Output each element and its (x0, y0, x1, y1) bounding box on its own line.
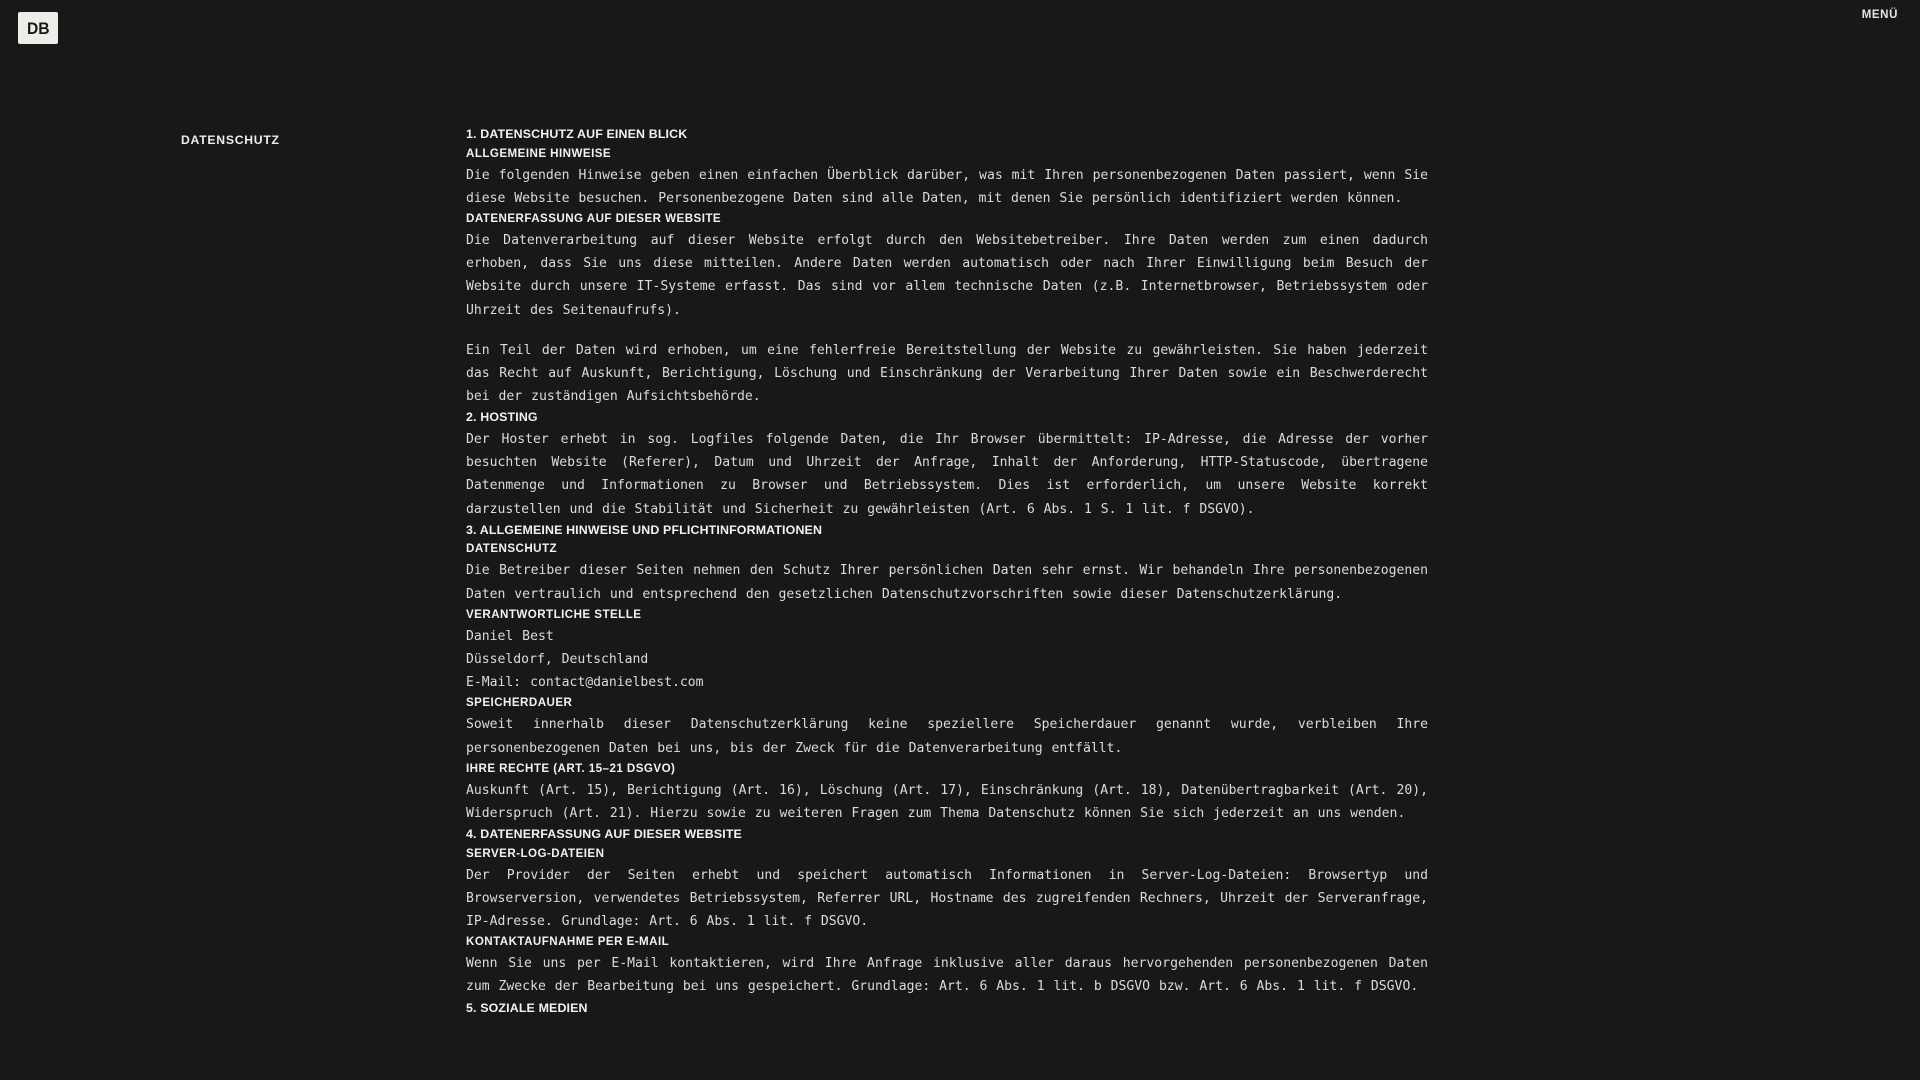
site-header (0, 0, 1920, 62)
menu-button[interactable]: MENÜ (1861, 9, 1898, 21)
policy-section (466, 521, 1428, 606)
policy-body (466, 125, 1428, 1018)
responsible-address: Düsseldorf, Deutschland (466, 651, 649, 667)
section-subheading: DATENSCHUTZ (466, 542, 558, 556)
policy-section (466, 933, 1428, 998)
section-heading: 2. HOSTING (466, 410, 538, 425)
section-subheading: KONTAKTAUFNAHME PER E-MAIL (466, 935, 670, 949)
policy-section (466, 760, 1428, 825)
responsible-email: E-Mail: contact@danielbest.com (466, 675, 704, 691)
section-paragraph: Die Betreiber dieser Seiten nehmen den Schutz Ihrer persönlichen Daten sehr ernst. Wir behandeln Ihre personenbezogenen Daten vertraulich und entsprechend den gesetzlichen Datenschutzvorschriften sowie dieser Datenschutzerklärung. (466, 563, 1428, 602)
section-heading: 3. ALLGEMEINE HINWEISE UND PFLICHTINFORMATIONEN (466, 522, 823, 537)
policy-section (466, 125, 1428, 210)
section-heading: 4. DATENERFASSUNG AUF DIESER WEBSITE (466, 827, 742, 842)
section-subheading: IHRE RECHTE (ART. 15–21 DSGVO) (466, 761, 676, 775)
section-paragraph: Wenn Sie uns per E-Mail kontaktieren, wird Ihre Anfrage inklusive aller daraus hervorgehenden personenbezogenen Daten zum Zwecke der Bearbeitung bei uns gespeichert. Grundlage: Art. 6 Abs. 1 lit. b DSGVO bzw. Art. 6 Abs. 1 lit. f DSGVO. (466, 956, 1428, 995)
policy-section (466, 210, 1428, 408)
policy-section (466, 999, 1428, 1018)
section-paragraph: Der Hoster erhebt in sog. Logfiles folgende Daten, die Ihr Browser übermittelt: IP-Adresse, die Adresse der vorher besuchten Website (Referer), Datum und Uhrzeit der Anfrage, Inhalt der Anforderung, HTTP-Statuscode, übertragene Datenmenge und Informationen zu Browser und Betriebssystem. Dies ist erforderlich, um unsere Website korrekt darzustellen und die Stabilität und Sicherheit zu gewährleisten (Art. 6 Abs. 1 S. 1 lit. f DSGVO). (466, 431, 1428, 517)
policy-section (466, 694, 1428, 759)
section-heading: 5. SOZIALE MEDIEN (466, 1000, 588, 1015)
section-subheading: VERANTWORTLICHE STELLE (466, 607, 642, 621)
section-subheading: SPEICHERDAUER (466, 696, 573, 710)
policy-section (466, 825, 1428, 933)
page-title: DATENSCHUTZ (181, 133, 280, 147)
policy-section (466, 408, 1428, 520)
section-paragraph: Die Datenverarbeitung auf dieser Website erfolgt durch den Websitebetreiber. Ihre Daten werden zum einen dadurch erhoben, dass Sie uns diese mitteilen. Andere Daten werden automatisch oder nach Ihrer Einwilligung beim Besuch der Website durch unsere IT-Systeme erfasst. Das sind vor allem technische Daten (z.B. Internetbrowser, Betriebssystem oder Uhrzeit des Seitenaufrufs). (466, 232, 1428, 318)
section-subheading: ALLGEMEINE HINWEISE (466, 146, 612, 160)
section-subheading: SERVER-LOG-DATEIEN (466, 846, 605, 860)
db-monogram-logo[interactable] (18, 12, 58, 44)
logo-text: DB (26, 18, 50, 38)
policy-section (466, 606, 1428, 695)
section-paragraph: Soweit innerhalb dieser Datenschutzerklärung keine speziellere Speicherdauer genannt wurde, verbleiben Ihre personenbezogenen Daten bei uns, bis der Zweck für die Datenverarbeitung entfällt. (466, 717, 1428, 756)
section-paragraph: Die folgenden Hinweise geben einen einfachen Überblick darüber, was mit Ihren personenbezogenen Daten passiert, wenn Sie diese Website besuchen. Personenbezogene Daten sind alle Daten, mit denen Sie persönlich identifiziert werden können. (466, 167, 1428, 206)
responsible-name: Daniel Best (466, 628, 554, 644)
section-paragraph: Ein Teil der Daten wird erhoben, um eine fehlerfreie Bereitstellung der Website zu gewährleisten. Sie haben jederzeit das Recht auf Auskunft, Berichtigung, Löschung und Einschränkung der Verarbeitung Ihrer Daten sowie ein Beschwerderecht bei der zuständigen Aufsichtsbehörde. (466, 342, 1428, 405)
section-paragraph: Der Provider der Seiten erhebt und speichert automatisch Informationen in Server-Log-Dateien: Browsertyp und Browserversion, verwendetes Betriebssystem, Referrer URL, Hostname des zugreifenden Rechners, Uhrzeit der Serveranfrage, IP-Adresse. Grundlage: Art. 6 Abs. 1 lit. f DSGVO. (466, 867, 1428, 930)
section-heading: 1. DATENSCHUTZ AUF EINEN BLICK (466, 127, 688, 141)
section-subheading: DATENERFASSUNG AUF DIESER WEBSITE (466, 211, 722, 225)
section-paragraph: Auskunft (Art. 15), Berichtigung (Art. 16), Löschung (Art. 17), Einschränkung (Art. 18), Datenübertragbarkeit (Art. 20), Widerspruch (Art. 21). Hierzu sowie zu weiteren Fragen zum Thema Datenschutz können Sie sich jederzeit an uns wenden. (466, 782, 1428, 821)
